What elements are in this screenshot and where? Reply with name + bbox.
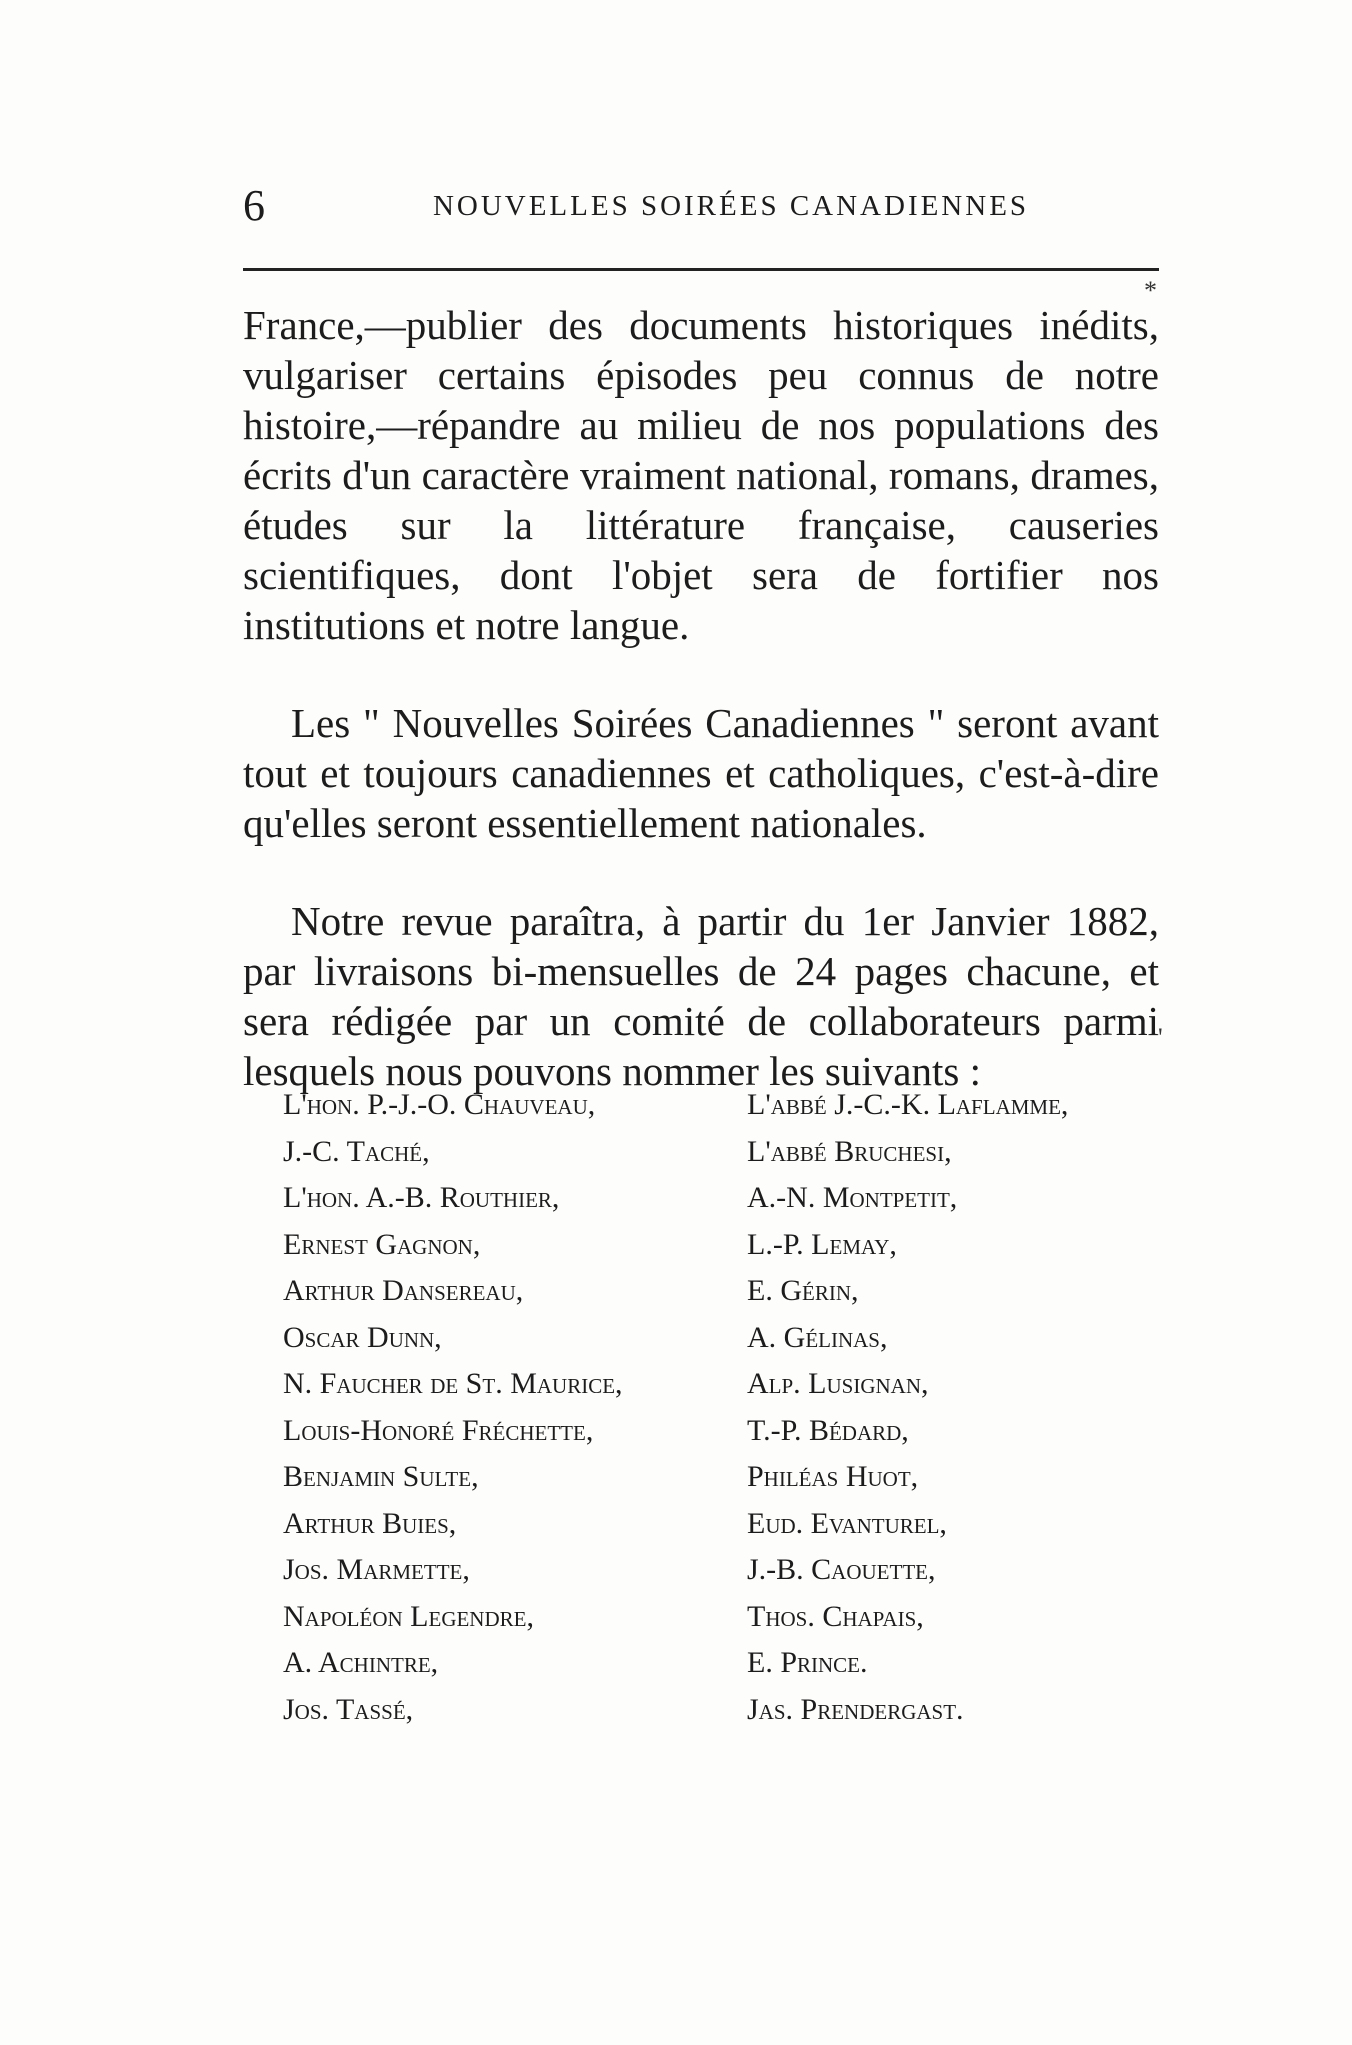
collaborator-name-left: Arthur Buies, [283,1506,457,1540]
paragraph-2: Les " Nouvelles Soirées Canadiennes " seront avant tout et toujours canadiennes et catholiques, c'est-à-dire qu'elles seront essentiellement nationales. [243,700,1159,846]
collaborator-name-left: Napoléon Legendre, [283,1599,534,1633]
collaborator-name-right: Alp. Lusignan, [747,1367,929,1400]
collaborator-name-right: E. Prince. [747,1646,868,1679]
tick-mark: ' [1158,1023,1163,1052]
collaborator-name-right: Jas. Prendergast. [747,1692,964,1726]
page-number: 6 [243,181,265,230]
collaborator-name-left: Jos. Marmette, [283,1553,470,1586]
collaborator-name-left: Ernest Gagnon, [283,1227,481,1261]
collaborator-name-right: A.-N. Montpetit, [747,1181,958,1214]
page-header [243,176,1159,236]
collaborator-name-left: L'hon. P.-J.-O. Chauveau, [283,1088,596,1121]
collaborator-name-left: L'hon. A.-B. Routhier, [283,1181,560,1214]
collaborator-name-right: L'abbé J.-C.-K. Laflamme, [747,1088,1069,1121]
collaborator-name-right: E. Gérin, [747,1274,859,1307]
collaborator-name-right: Eud. Evanturel, [747,1506,947,1540]
running-title: NOUVELLES SOIRÉES CANADIENNES [432,190,1030,222]
collaborator-name-right: A. Gélinas, [747,1320,888,1354]
collaborator-name-left: Jos. Tassé, [283,1692,414,1726]
collaborator-name-left: Arthur Dansereau, [283,1274,524,1307]
paragraph-3: Notre revue paraîtra, à partir du 1er Janvier 1882, par livraisons bi-mensuelles de 24 pages chacune, et sera rédigée par un comité de collaborateurs parmi lesquels nous pouvons nommer les suivants : [243,898,1159,1094]
collaborator-name-left: A. Achintre, [283,1646,439,1679]
asterisk-mark: * [1144,276,1157,305]
collaborator-name-right: Philéas Huot, [747,1460,919,1493]
collaborator-list [283,1082,1183,1733]
collaborator-name-right: Thos. Chapais, [747,1599,924,1633]
collaborator-name-left: Louis-Honoré Fréchette, [283,1413,594,1447]
header-rule [243,268,1159,271]
collaborator-name-right: L'abbé Bruchesi, [747,1134,952,1168]
collaborator-name-left: Oscar Dunn, [283,1320,442,1354]
collaborator-name-left: N. Faucher de St. Maurice, [283,1367,623,1400]
collaborator-name-right: L.-P. Lemay, [747,1227,897,1261]
collaborator-name-right: J.-B. Caouette, [747,1553,936,1586]
collaborator-name-left: J.-C. Taché, [283,1134,430,1168]
paragraph-1: France,—publier des documents historiques inédits, vulgariser certains épisodes peu connus de notre histoire,—répandre au milieu de nos populations des écrits d'un caractère vraiment national, romans, drames, études sur la littérature française, causeries scientifiques, dont l'objet sera de fortifier nos institutions et notre langue. [243,302,1159,648]
collaborator-name-left: Benjamin Sulte, [283,1460,479,1493]
collaborator-name-right: T.-P. Bédard, [747,1413,909,1447]
body-text [243,300,1159,1144]
